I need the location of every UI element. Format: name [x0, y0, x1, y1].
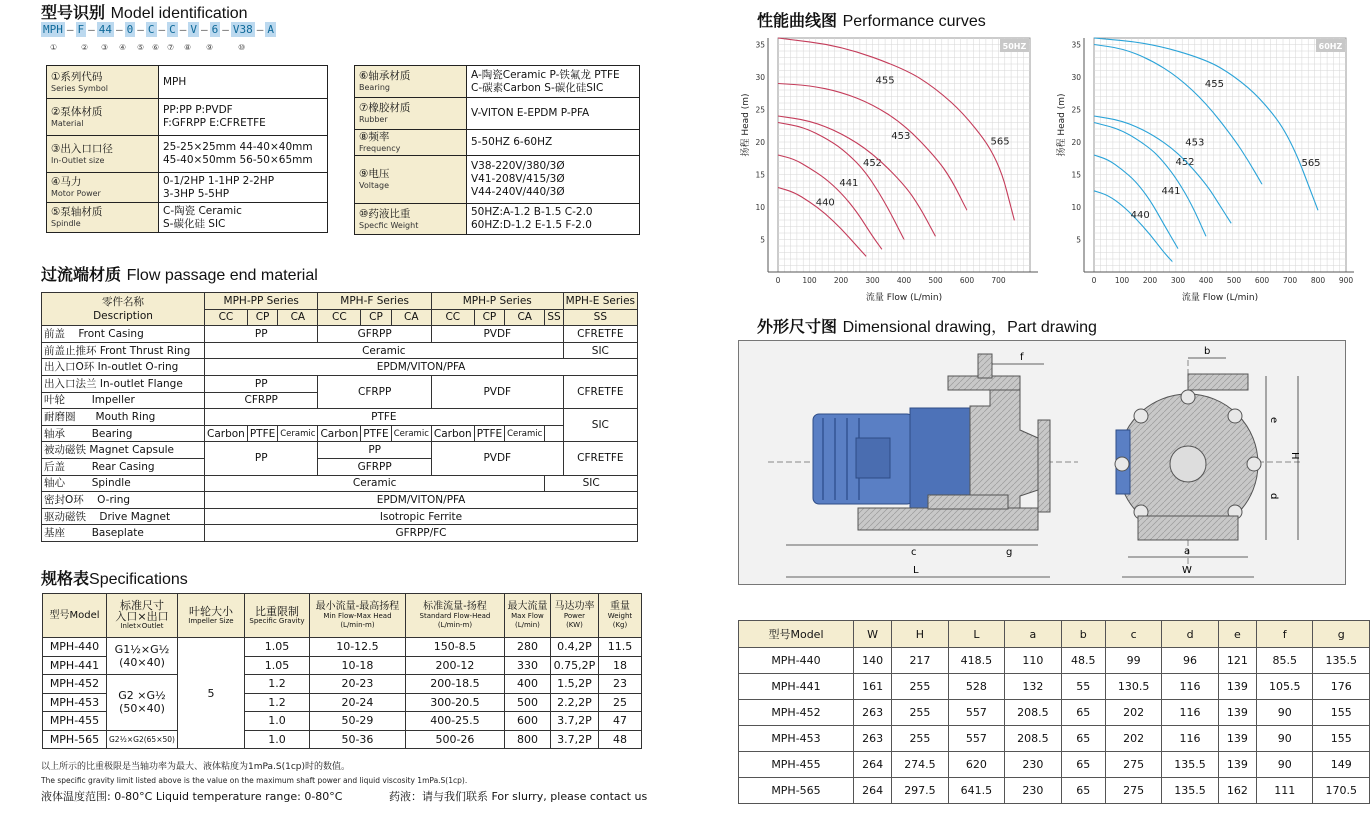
table-row: MPH-440 G1½×G½ (40×40) 5 1.05 10-12.5 150-8.5 280 0.4,2P 11.5 [43, 638, 642, 657]
y-tick-label: 15 [1071, 170, 1081, 180]
x-tick-label: 600 [1254, 276, 1270, 285]
dim-label-a: a [1184, 546, 1191, 557]
x-tick-label: 500 [1226, 276, 1242, 285]
dim-label-W: W [1182, 565, 1192, 576]
x-tick-label: 400 [1198, 276, 1214, 285]
y-tick-label: 10 [1071, 203, 1081, 212]
x-axis-label: 流量 Flow (L/min) [865, 293, 943, 303]
table-row: MPH-565 G2½×G2(65×50) 1.0 50-36 500-26 800 3.7,2P 48 [43, 730, 642, 749]
x-tick-label: 200 [833, 276, 849, 285]
spec-table: 型号Model 标准尺寸 入口×出口 Inlet×Outlet 叶轮大小 Impeller Size 比重限制 Specific Gravity 最小流量-最高扬程 Min Flow-Max Head (L/min-m) 标准流量-扬程 Standard Flow-Head (L/min-m) 最大流量 Max Flow (L/min) 马达功率 Power (KW) 重量 Weight (Kg) MPH-440 G1½×G½ (40×40) 5 1.05 10-12.5 150-8.5 280 0.4,2P 11.5 MPH-441 1.05 10-18 200-12 330 0.75,2P 18 MPH-452 G2 ×G½ (50×40) 1.2 20-23 200-18.5 400 1.5,2P 23 MPH-453 1.2 20-24 300-20.5 500 2.2,2P 25 MPH-455 1.0 50-29 400-25.5 600 3.7,2P 47 MPH-565 G2½×G2(65×50) 1.0 50-36 500-26 800 3.7,2P 48 [42, 593, 642, 749]
x-tick-label: 300 [865, 276, 880, 285]
x-tick-label: 0 [1091, 276, 1097, 285]
series-label-452: 452 [862, 158, 883, 170]
inlet-flange [1038, 420, 1050, 512]
series-label-565: 565 [1301, 158, 1321, 170]
table-row: MPH-441 1.05 10-18 200-12 330 0.75,2P 18 [43, 656, 642, 675]
x-tick-label: 900 [1338, 276, 1354, 285]
series-label-452: 452 [1175, 156, 1195, 168]
dimension-drawing [738, 340, 1346, 585]
series-label-565: 565 [990, 136, 1010, 148]
model-code: MPH – F – 44 – 0 – C – C – V – 6 – V38 – A [43, 23, 274, 36]
table-row: 出入口法兰 In-outlet Flange PP CFRPP PVDF CFRETFE [42, 375, 638, 392]
y-tick-label: 20 [1071, 138, 1081, 147]
y-tick-label: 10 [755, 203, 765, 212]
dim-label-d: d [1268, 493, 1279, 500]
table-row: 后盖 Rear Casing GFRPP [42, 458, 638, 475]
dim-heading: 外形尺寸图 Dimensional drawing，Part drawing [757, 317, 1097, 336]
motor-flange [910, 408, 970, 508]
chart-title: 60HZ [1318, 42, 1343, 51]
dim-label-e: e [1268, 417, 1279, 424]
baseplate [858, 508, 1038, 530]
y-tick-label: 15 [755, 170, 765, 180]
series-label-440: 440 [1130, 210, 1150, 222]
table-row: 驱动磁铁 Drive Magnet Isotropic Ferrite [42, 508, 638, 525]
table-row: 密封O环 O-ring EPDM/VITON/PFA [42, 492, 638, 509]
flow-table: 零件名称 Description MPH-PP Series MPH-F Series MPH-P Series MPH-E Series CC CP CA CC CP CA CC CP CA SS SS 前盖 Front Casing PP GFRPP PVDF CFRETFE 前盖止推环 Front Thrust Ring Ceramic SIC 出入口O环 In-outlet O-ring EPDM/VITON/PFA 出入口法兰 In-outlet Flange PP CFRPP PVDF CFRETFE 叶轮 Impeller CFRPP 耐磨圈 Mouth Ring PTFE SIC 轴承 Bearing Carbon PTFE Ceramic Carbon PTFE Ceramic Carbon PTFE Ceramic 被动磁铁 Magnet Capsule PP PP PVDF CFRETFE 后盖 Rear Casing GFRPP 轴心 Spindle Ceramic SIC 密封O环 O-ring EPDM/VITON/PFA 驱动磁铁 Drive Magnet Isotropic Ferrite 基座 Baseplate GFRPP/FC [41, 292, 638, 542]
slurry-contact: 药液：请与我们联系 For slurry, please contact us [389, 790, 648, 803]
y-axis-label: 扬程 Head (m) [741, 93, 751, 157]
y-tick-label: 30 [1071, 73, 1081, 82]
x-tick-label: 0 [775, 276, 781, 285]
table-row: MPH-452 G2 ×G½ (50×40) 1.2 20-23 200-18.5 400 1.5,2P 23 [43, 675, 642, 694]
series-label-455: 455 [1204, 78, 1224, 90]
series-label-453: 453 [891, 130, 911, 142]
y-tick-label: 35 [1071, 40, 1081, 50]
series-label-440: 440 [815, 197, 835, 209]
dim-label-c: c [911, 547, 917, 558]
x-tick-label: 700 [1282, 276, 1298, 285]
table-row: MPH-441 161 255 528 132 55 130.5 116 139 105.5 176 [739, 674, 1370, 700]
series-label-441: 441 [839, 178, 859, 190]
x-tick-label: 600 [959, 276, 975, 285]
x-tick-label: 200 [1142, 276, 1158, 285]
x-tick-label: 500 [928, 276, 943, 285]
table-row: 轴承 Bearing Carbon PTFE Ceramic Carbon PTFE Ceramic Carbon PTFE Ceramic [42, 425, 638, 442]
table-row: MPH-455 264 274.5 620 230 65 275 135.5 139 90 149 [739, 752, 1370, 778]
table-row: 叶轮 Impeller CFRPP [42, 392, 638, 409]
table-row: 基座 Baseplate GFRPP/FC [42, 525, 638, 542]
table-row: 前盖止推环 Front Thrust Ring Ceramic SIC [42, 342, 638, 359]
table-row: 前盖 Front Casing PP GFRPP PVDF CFRETFE [42, 326, 638, 343]
table-row: MPH-565 264 297.5 641.5 230 65 275 135.5 162 111 170.5 [739, 778, 1370, 804]
x-axis-label: 流量 Flow (L/min) [1181, 293, 1259, 303]
y-tick-label: 30 [755, 73, 765, 82]
series-label-455: 455 [875, 75, 895, 87]
x-tick-label: 400 [896, 276, 912, 285]
table-row: MPH-453 1.2 20-24 300-20.5 500 2.2,2P 25 [43, 693, 642, 712]
y-tick-label: 25 [1071, 105, 1081, 115]
spec-note-en: The specific gravity limit listed above is the value on the maximum shaft power and liquid viscosity 1mPa.S(1cp). [41, 776, 468, 785]
chart-60hz [1054, 32, 1370, 304]
y-axis-label: 扬程 Head (m) [1057, 93, 1067, 157]
table-row: 被动磁铁 Magnet Capsule PP PP PVDF CFRETFE [42, 442, 638, 459]
table-row: 轴心 Spindle Ceramic SIC [42, 475, 638, 492]
table-row: MPH-455 1.0 50-29 400-25.5 600 3.7,2P 47 [43, 712, 642, 731]
table-row: 耐磨圈 Mouth Ring PTFE SIC [42, 409, 638, 426]
dimension-table: 型号Model W H L a b c d e f g MPH-440 140 217 418.5 110 48.5 99 96 121 85.5 135.5 MPH-441 161 255 528 132 55 130.5 116 139 105.5 176 MPH-452 263 255 557 208.5 65 202 116 139 90 155 MPH-453 263 255 557 208.5 65 202 116 139 90 155 MPH-455 264 274.5 620 230 65 275 135.5 139 90 149 MPH-565 264 297.5 641.5 230 65 275 135.5 162 111 170.5 [738, 620, 1370, 804]
terminal-box [856, 438, 890, 478]
chart-title: 50HZ [1002, 42, 1027, 51]
x-tick-label: 800 [1310, 276, 1326, 285]
y-tick-label: 25 [755, 105, 765, 115]
model-code-index: ① ② ③ ④ ⑤ ⑥ ⑦ ⑧ ⑨ ⑩ [50, 43, 246, 52]
perf-heading: 性能曲线图 Performance curves [757, 11, 986, 30]
flow-heading: 过流端材质 Flow passage end material [41, 265, 318, 284]
y-tick-label: 5 [1076, 235, 1081, 245]
table-row: 出入口O环 In-outlet O-ring EPDM/VITON/PFA [42, 359, 638, 376]
chart-50hz [738, 32, 1054, 304]
table-row: MPH-440 140 217 418.5 110 48.5 99 96 121 85.5 135.5 [739, 648, 1370, 674]
dim-label-H: H [1289, 452, 1300, 460]
model-id-table-right: ⑥轴承材质 Bearing A-陶瓷Ceramic P-铁氟龙 PTFE C-碳素Carbon S-碳化硅SIC ⑦橡胶材质 Rubber V-VITON E-EPDM P-PFA ⑧频率 Frequency 5-50HZ 6-60HZ ⑨电压 Voltage V38-220V/380/3Ø V41-208V/415/3Ø V44-240V/440/3Ø ⑩药液比重 Specfic Weight 50HZ:A-1.2 B-1.5 C-2.0 60HZ:D-1.2 E-1.5 F-2.0 [354, 65, 640, 235]
series-label-441: 441 [1161, 186, 1181, 197]
spec-note-cn: 以上所示的比重极限是当轴功率为最大、液体粘度为1mPa.S(1cp)时的数值。 [41, 762, 351, 772]
y-tick-label: 20 [755, 138, 765, 147]
dim-label-f: f [1020, 352, 1024, 363]
table-row: MPH-453 263 255 557 208.5 65 202 116 139 90 155 [739, 726, 1370, 752]
table-row: MPH-452 263 255 557 208.5 65 202 116 139 90 155 [739, 700, 1370, 726]
dim-label-L: L [913, 565, 919, 576]
temperature-range: 液体温度范围: 0-80°C Liquid temperature range: 0-80°C [41, 790, 343, 803]
x-tick-label: 700 [991, 276, 1006, 285]
y-tick-label: 5 [760, 235, 765, 245]
series-label-453: 453 [1185, 137, 1205, 149]
model-id-table-left: ①系列代码 Series Symbol MPH ②泵体材质 Material PP:PP P:PVDF F:GFRPP E:CFRETFE ③出入口口径 In-Outlet size 25-25×25mm 44-40×40mm 45-40×50mm 56-50×65mm ④马力 Motor Power 0-1/2HP 1-1HP 2-2HP 3-3HP 5-5HP ⑤泵轴材质 Spindle C-陶瓷 Ceramic S-碳化硅 SIC [46, 65, 328, 233]
dim-label-b: b [1204, 346, 1211, 357]
x-tick-label: 300 [1170, 276, 1186, 285]
x-tick-label: 100 [802, 276, 817, 285]
spec-heading: 规格表Specifications [41, 569, 188, 588]
x-tick-label: 100 [1114, 276, 1130, 285]
y-tick-label: 35 [755, 40, 765, 50]
model-id-heading: 型号识别 Model identification [41, 3, 248, 22]
dim-label-g: g [1006, 547, 1013, 558]
